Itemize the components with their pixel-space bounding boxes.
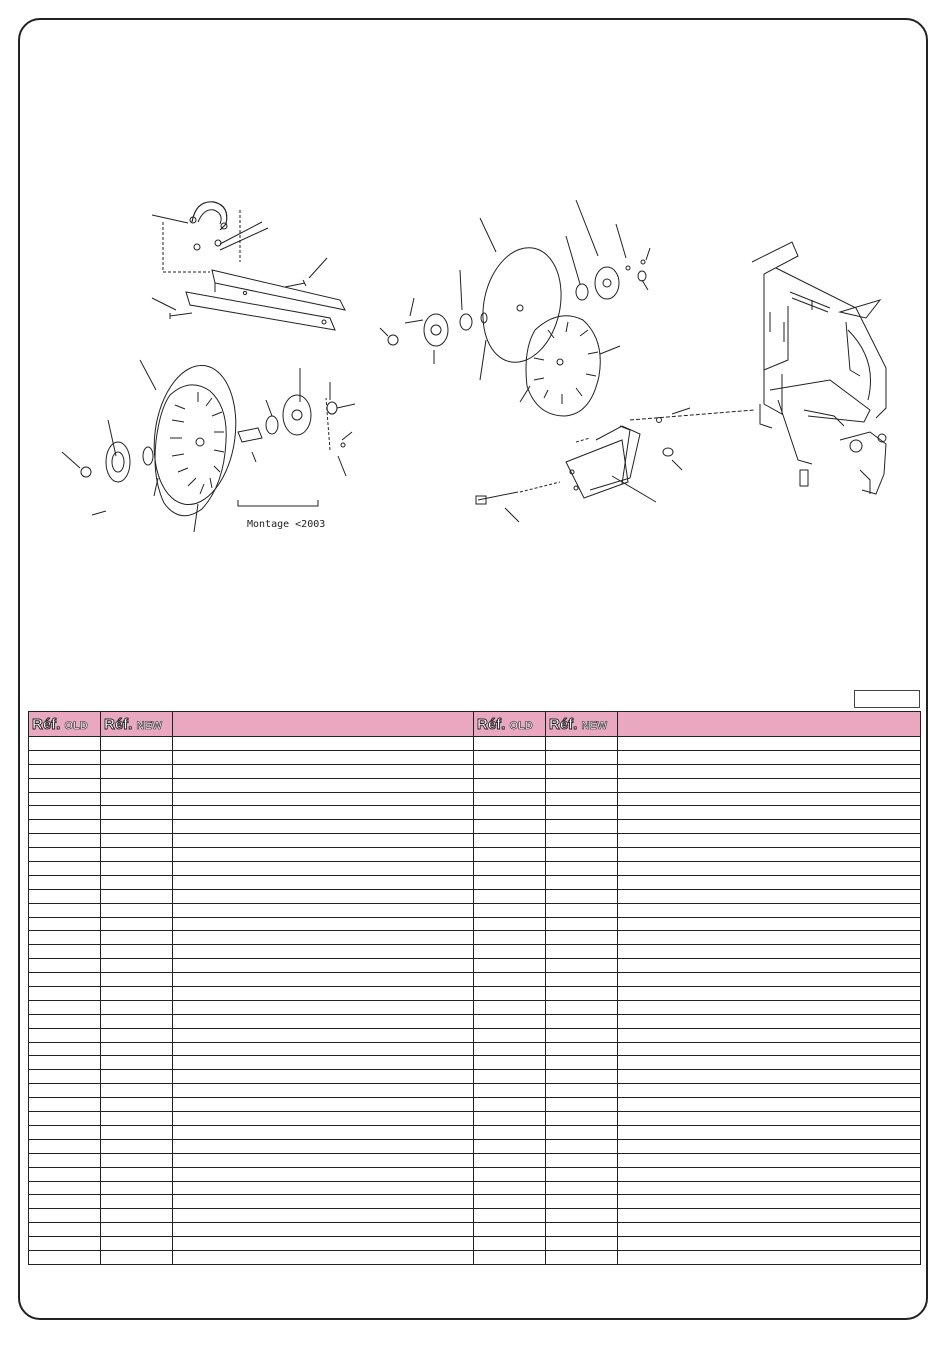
table-cell bbox=[618, 737, 921, 751]
table-cell bbox=[101, 1167, 173, 1181]
table-cell bbox=[474, 750, 546, 764]
table-row bbox=[29, 875, 921, 889]
table-cell bbox=[474, 1167, 546, 1181]
montage-label: Montage <2003 bbox=[247, 519, 326, 530]
table-cell bbox=[173, 1181, 474, 1195]
table-cell bbox=[29, 806, 101, 820]
table-row bbox=[29, 973, 921, 987]
table-cell bbox=[29, 1000, 101, 1014]
table-row bbox=[29, 889, 921, 903]
table-cell bbox=[173, 931, 474, 945]
table-cell bbox=[173, 764, 474, 778]
table-cell bbox=[474, 959, 546, 973]
table-cell bbox=[546, 931, 618, 945]
table-row bbox=[29, 945, 921, 959]
table-cell bbox=[173, 862, 474, 876]
table-cell bbox=[474, 862, 546, 876]
table-row bbox=[29, 862, 921, 876]
table-cell bbox=[173, 1223, 474, 1237]
table-cell bbox=[29, 1098, 101, 1112]
table-cell bbox=[173, 1209, 474, 1223]
table-cell bbox=[101, 1070, 173, 1084]
table-cell bbox=[29, 834, 101, 848]
table-cell bbox=[173, 1139, 474, 1153]
table-cell bbox=[101, 1028, 173, 1042]
table-cell bbox=[618, 820, 921, 834]
table-cell bbox=[29, 1209, 101, 1223]
table-cell bbox=[29, 1181, 101, 1195]
table-row bbox=[29, 834, 921, 848]
table-cell bbox=[101, 834, 173, 848]
table-cell bbox=[474, 1195, 546, 1209]
table-cell bbox=[101, 792, 173, 806]
table-cell bbox=[546, 917, 618, 931]
table-cell bbox=[101, 945, 173, 959]
table-cell bbox=[474, 1153, 546, 1167]
table-row bbox=[29, 1084, 921, 1098]
table-row bbox=[29, 1237, 921, 1251]
table-cell bbox=[546, 1195, 618, 1209]
table-cell bbox=[173, 778, 474, 792]
table-cell bbox=[101, 1084, 173, 1098]
col-ref-old-left: Réf. OLD bbox=[29, 712, 101, 737]
disc-assembly-old bbox=[62, 360, 355, 532]
table-cell bbox=[101, 973, 173, 987]
table-cell bbox=[101, 806, 173, 820]
table-cell bbox=[101, 903, 173, 917]
table-cell bbox=[546, 1098, 618, 1112]
table-row bbox=[29, 1070, 921, 1084]
table-cell bbox=[29, 1153, 101, 1167]
table-row bbox=[29, 1250, 921, 1264]
table-cell bbox=[546, 903, 618, 917]
table-cell bbox=[474, 1237, 546, 1251]
table-cell bbox=[101, 1209, 173, 1223]
table-row bbox=[29, 1098, 921, 1112]
table-cell bbox=[474, 973, 546, 987]
table-row bbox=[29, 917, 921, 931]
table-cell bbox=[29, 987, 101, 1001]
table-cell bbox=[546, 1000, 618, 1014]
table-cell bbox=[173, 875, 474, 889]
table-cell bbox=[474, 848, 546, 862]
table-cell bbox=[546, 1250, 618, 1264]
table-cell bbox=[173, 750, 474, 764]
table-cell bbox=[618, 1223, 921, 1237]
table-cell bbox=[474, 1028, 546, 1042]
table-row bbox=[29, 750, 921, 764]
table-cell bbox=[29, 1042, 101, 1056]
table-cell bbox=[173, 1070, 474, 1084]
table-cell bbox=[474, 1125, 546, 1139]
table-cell bbox=[546, 750, 618, 764]
table-cell bbox=[546, 834, 618, 848]
table-cell bbox=[546, 1125, 618, 1139]
table-cell bbox=[474, 1223, 546, 1237]
table-row bbox=[29, 1181, 921, 1195]
table-cell bbox=[173, 834, 474, 848]
table-cell bbox=[546, 1139, 618, 1153]
table-cell bbox=[29, 1070, 101, 1084]
table-cell bbox=[29, 737, 101, 751]
table-cell bbox=[546, 875, 618, 889]
table-cell bbox=[173, 1000, 474, 1014]
table-cell bbox=[546, 1237, 618, 1251]
table-cell bbox=[173, 792, 474, 806]
table-cell bbox=[101, 987, 173, 1001]
table-cell bbox=[546, 987, 618, 1001]
table-cell bbox=[173, 1250, 474, 1264]
table-cell bbox=[546, 973, 618, 987]
table-cell bbox=[546, 1084, 618, 1098]
table-cell bbox=[101, 1112, 173, 1126]
table-cell bbox=[474, 1139, 546, 1153]
table-cell bbox=[101, 1139, 173, 1153]
table-cell bbox=[29, 917, 101, 931]
table-cell bbox=[474, 1000, 546, 1014]
table-cell bbox=[29, 1028, 101, 1042]
table-cell bbox=[618, 1070, 921, 1084]
table-cell bbox=[101, 737, 173, 751]
table-row bbox=[29, 848, 921, 862]
table-cell bbox=[29, 764, 101, 778]
table-cell bbox=[474, 1070, 546, 1084]
table-cell bbox=[101, 750, 173, 764]
table-cell bbox=[546, 1153, 618, 1167]
table-row bbox=[29, 778, 921, 792]
table-cell bbox=[546, 792, 618, 806]
table-cell bbox=[546, 959, 618, 973]
table-cell bbox=[546, 1167, 618, 1181]
table-cell bbox=[173, 1028, 474, 1042]
table-cell bbox=[474, 1250, 546, 1264]
table-cell bbox=[546, 1181, 618, 1195]
table-cell bbox=[29, 1223, 101, 1237]
table-cell bbox=[101, 1237, 173, 1251]
page-reference-box bbox=[854, 690, 920, 708]
table-row bbox=[29, 1209, 921, 1223]
table-row bbox=[29, 1223, 921, 1237]
table-cell bbox=[546, 820, 618, 834]
table-header-row bbox=[29, 712, 921, 737]
table-row bbox=[29, 792, 921, 806]
table-cell bbox=[618, 903, 921, 917]
table-cell bbox=[618, 1014, 921, 1028]
table-cell bbox=[618, 1042, 921, 1056]
table-cell bbox=[173, 973, 474, 987]
table-cell bbox=[474, 987, 546, 1001]
table-cell bbox=[474, 875, 546, 889]
table-cell bbox=[101, 764, 173, 778]
table-cell bbox=[173, 820, 474, 834]
table-cell bbox=[474, 889, 546, 903]
table-cell bbox=[29, 1112, 101, 1126]
table-cell bbox=[101, 1042, 173, 1056]
table-cell bbox=[474, 903, 546, 917]
col-ref-new-left: Réf. NEW bbox=[101, 712, 173, 737]
table-cell bbox=[29, 903, 101, 917]
table-cell bbox=[29, 848, 101, 862]
table-cell bbox=[546, 1112, 618, 1126]
table-cell bbox=[618, 931, 921, 945]
table-cell bbox=[173, 959, 474, 973]
table-row bbox=[29, 1153, 921, 1167]
table-cell bbox=[29, 1014, 101, 1028]
table-row bbox=[29, 764, 921, 778]
table-cell bbox=[29, 750, 101, 764]
arm-assembly bbox=[152, 202, 345, 330]
table-cell bbox=[173, 1098, 474, 1112]
table-cell bbox=[29, 931, 101, 945]
table-cell bbox=[546, 889, 618, 903]
table-cell bbox=[173, 889, 474, 903]
table-cell bbox=[546, 806, 618, 820]
parts-table bbox=[28, 711, 921, 1265]
table-cell bbox=[618, 1028, 921, 1042]
col-ref-new-right: Réf. NEW bbox=[546, 712, 618, 737]
table-cell bbox=[474, 764, 546, 778]
table-cell bbox=[618, 792, 921, 806]
table-cell bbox=[618, 806, 921, 820]
frame-assembly bbox=[752, 242, 886, 494]
table-cell bbox=[101, 931, 173, 945]
table-cell bbox=[474, 737, 546, 751]
table-cell bbox=[474, 1042, 546, 1056]
table-cell bbox=[618, 973, 921, 987]
table-cell bbox=[173, 1042, 474, 1056]
table-row bbox=[29, 1000, 921, 1014]
table-cell bbox=[618, 848, 921, 862]
table-cell bbox=[474, 1098, 546, 1112]
table-cell bbox=[173, 1112, 474, 1126]
table-cell bbox=[173, 848, 474, 862]
table-cell bbox=[173, 1195, 474, 1209]
table-cell bbox=[474, 806, 546, 820]
table-cell bbox=[173, 945, 474, 959]
table-cell bbox=[618, 1139, 921, 1153]
table-cell bbox=[173, 737, 474, 751]
table-cell bbox=[101, 917, 173, 931]
table-cell bbox=[474, 834, 546, 848]
table-cell bbox=[618, 987, 921, 1001]
table-cell bbox=[618, 1237, 921, 1251]
table-cell bbox=[474, 820, 546, 834]
table-cell bbox=[618, 750, 921, 764]
table-row bbox=[29, 1014, 921, 1028]
table-cell bbox=[618, 1195, 921, 1209]
table-cell bbox=[101, 875, 173, 889]
table-cell bbox=[101, 1000, 173, 1014]
table-cell bbox=[29, 778, 101, 792]
table-cell bbox=[101, 1125, 173, 1139]
table-cell bbox=[101, 1195, 173, 1209]
table-cell bbox=[101, 862, 173, 876]
table-cell bbox=[173, 1167, 474, 1181]
table-row bbox=[29, 806, 921, 820]
table-cell bbox=[29, 820, 101, 834]
table-row bbox=[29, 1042, 921, 1056]
table-cell bbox=[29, 1167, 101, 1181]
table-row bbox=[29, 1028, 921, 1042]
table-row bbox=[29, 737, 921, 751]
table-cell bbox=[474, 1209, 546, 1223]
table-cell bbox=[29, 1250, 101, 1264]
table-cell bbox=[29, 973, 101, 987]
table-cell bbox=[618, 875, 921, 889]
table-cell bbox=[546, 1042, 618, 1056]
col-ref-old-right: Réf. OLD bbox=[474, 712, 546, 737]
disc-assembly-center bbox=[380, 200, 650, 416]
table-cell bbox=[173, 1153, 474, 1167]
table-cell bbox=[546, 1056, 618, 1070]
table-cell bbox=[474, 1056, 546, 1070]
table-cell bbox=[546, 1223, 618, 1237]
table-cell bbox=[173, 987, 474, 1001]
table-row bbox=[29, 931, 921, 945]
table-cell bbox=[474, 792, 546, 806]
table-cell bbox=[618, 1125, 921, 1139]
table-cell bbox=[618, 1167, 921, 1181]
table-cell bbox=[101, 820, 173, 834]
col-description-right bbox=[618, 712, 921, 737]
table-cell bbox=[173, 1014, 474, 1028]
table-cell bbox=[618, 1153, 921, 1167]
table-cell bbox=[618, 1084, 921, 1098]
table-cell bbox=[101, 848, 173, 862]
table-row bbox=[29, 903, 921, 917]
table-cell bbox=[474, 1181, 546, 1195]
table-cell bbox=[474, 1112, 546, 1126]
table-cell bbox=[618, 917, 921, 931]
col-description-left bbox=[173, 712, 474, 737]
table-cell bbox=[173, 1125, 474, 1139]
table-cell bbox=[546, 1209, 618, 1223]
table-cell bbox=[546, 778, 618, 792]
table-cell bbox=[618, 1098, 921, 1112]
table-cell bbox=[618, 1112, 921, 1126]
table-cell bbox=[618, 1250, 921, 1264]
table-cell bbox=[474, 778, 546, 792]
table-cell bbox=[618, 862, 921, 876]
table-cell bbox=[29, 1139, 101, 1153]
table-row bbox=[29, 1125, 921, 1139]
table-cell bbox=[173, 1237, 474, 1251]
table-cell bbox=[101, 889, 173, 903]
table-cell bbox=[618, 945, 921, 959]
table-cell bbox=[546, 764, 618, 778]
table-row bbox=[29, 1167, 921, 1181]
table-cell bbox=[29, 1125, 101, 1139]
table-cell bbox=[29, 945, 101, 959]
table-cell bbox=[29, 1195, 101, 1209]
table-cell bbox=[474, 1084, 546, 1098]
table-cell bbox=[101, 959, 173, 973]
table-cell bbox=[101, 1153, 173, 1167]
table-row bbox=[29, 1195, 921, 1209]
table-row bbox=[29, 820, 921, 834]
table-row bbox=[29, 959, 921, 973]
table-cell bbox=[474, 917, 546, 931]
table-cell bbox=[546, 945, 618, 959]
table-cell bbox=[546, 1070, 618, 1084]
table-row bbox=[29, 1056, 921, 1070]
table-cell bbox=[618, 1209, 921, 1223]
table-cell bbox=[546, 862, 618, 876]
table-cell bbox=[618, 959, 921, 973]
table-row bbox=[29, 1139, 921, 1153]
table-cell bbox=[173, 917, 474, 931]
table-cell bbox=[29, 1237, 101, 1251]
table-cell bbox=[173, 903, 474, 917]
table-cell bbox=[29, 862, 101, 876]
table-cell bbox=[101, 1250, 173, 1264]
table-cell bbox=[101, 1181, 173, 1195]
table-cell bbox=[474, 1014, 546, 1028]
table-cell bbox=[618, 889, 921, 903]
table-row bbox=[29, 987, 921, 1001]
table-cell bbox=[29, 1056, 101, 1070]
table-cell bbox=[546, 737, 618, 751]
table-cell bbox=[474, 931, 546, 945]
table-cell bbox=[618, 1056, 921, 1070]
scraper-bracket bbox=[476, 408, 754, 522]
table-cell bbox=[101, 1223, 173, 1237]
table-cell bbox=[101, 1014, 173, 1028]
table-cell bbox=[29, 792, 101, 806]
table-cell bbox=[29, 959, 101, 973]
table-cell bbox=[101, 1098, 173, 1112]
table-cell bbox=[618, 1000, 921, 1014]
table-cell bbox=[173, 1056, 474, 1070]
table-cell bbox=[173, 806, 474, 820]
parts-table-body bbox=[29, 737, 921, 1265]
table-cell bbox=[546, 848, 618, 862]
table-cell bbox=[546, 1028, 618, 1042]
table-cell bbox=[29, 889, 101, 903]
table-cell bbox=[29, 875, 101, 889]
table-cell bbox=[618, 834, 921, 848]
table-cell bbox=[474, 945, 546, 959]
table-cell bbox=[618, 764, 921, 778]
table-cell bbox=[618, 1181, 921, 1195]
table-cell bbox=[101, 1056, 173, 1070]
table-row bbox=[29, 1112, 921, 1126]
table-cell bbox=[101, 778, 173, 792]
table-cell bbox=[546, 1014, 618, 1028]
table-cell bbox=[618, 778, 921, 792]
table-cell bbox=[173, 1084, 474, 1098]
table-cell bbox=[29, 1084, 101, 1098]
